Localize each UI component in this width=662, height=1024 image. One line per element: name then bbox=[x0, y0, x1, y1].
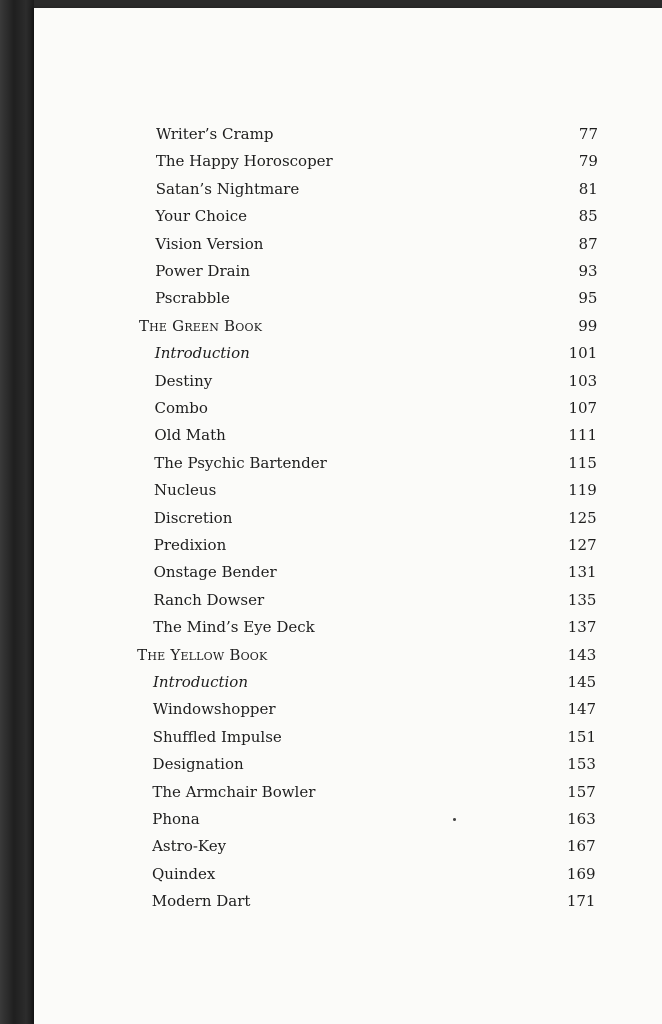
toc-row bbox=[34, 423, 662, 447]
entry-title: Ranch Dowser bbox=[153, 590, 265, 609]
entry-title: Onstage Bender bbox=[153, 563, 277, 582]
page-number: 153 bbox=[567, 755, 596, 774]
entry-title: The Armchair Bowler bbox=[152, 782, 316, 801]
entry-title: Combo bbox=[154, 399, 208, 417]
toc-row bbox=[34, 369, 662, 393]
page-number: 79 bbox=[578, 152, 598, 171]
toc-row bbox=[34, 286, 662, 310]
page-number: 103 bbox=[568, 371, 598, 390]
toc-row bbox=[34, 478, 662, 502]
entry-title: Writer’s Cramp bbox=[156, 125, 274, 143]
page-number: 135 bbox=[567, 590, 597, 609]
entry-title: Designation bbox=[152, 755, 244, 774]
toc-row bbox=[34, 834, 662, 858]
entry-title: Old Math bbox=[154, 426, 226, 445]
toc-row bbox=[34, 506, 662, 530]
entry-title: Power Drain bbox=[155, 262, 251, 280]
toc-section-row bbox=[34, 314, 662, 338]
entry-title: The Mind’s Eye Deck bbox=[153, 618, 315, 637]
entry-title: Astro-Key bbox=[152, 837, 227, 856]
toc-row bbox=[34, 232, 662, 256]
section-title: The Green Book bbox=[138, 316, 263, 335]
entry-title: Your Choice bbox=[155, 207, 248, 226]
page-number: 125 bbox=[568, 508, 597, 527]
entry-title: The Happy Horoscoper bbox=[155, 152, 333, 171]
page-number: 81 bbox=[578, 179, 598, 198]
page-number: 101 bbox=[568, 344, 598, 363]
entry-title: Pscrabble bbox=[155, 289, 230, 308]
entry-title: Introduction bbox=[153, 673, 248, 691]
scan-edge-shadow bbox=[34, 0, 662, 8]
toc-row bbox=[34, 341, 662, 365]
page-number: 137 bbox=[567, 618, 597, 637]
page-number: 163 bbox=[567, 810, 596, 828]
entry-title: The Psychic Bartender bbox=[154, 453, 327, 472]
toc-row bbox=[34, 752, 662, 776]
page-number: 131 bbox=[567, 563, 597, 582]
toc-row bbox=[34, 177, 662, 201]
page-number: 111 bbox=[568, 426, 597, 445]
page-number: 157 bbox=[567, 782, 596, 801]
toc-row bbox=[34, 889, 662, 913]
entry-title: Destiny bbox=[154, 371, 213, 390]
page-number: 171 bbox=[566, 892, 596, 911]
entry-title: Shuffled Impulse bbox=[152, 727, 282, 746]
entry-title: Nucleus bbox=[154, 481, 217, 500]
page-number: 147 bbox=[567, 700, 597, 719]
page-number: 151 bbox=[567, 727, 597, 746]
toc-row bbox=[34, 780, 662, 804]
paper-speck bbox=[453, 818, 456, 821]
page-number: 169 bbox=[566, 864, 596, 883]
entry-title: Discretion bbox=[153, 508, 233, 527]
page-number: 167 bbox=[567, 837, 596, 856]
toc-section-row bbox=[34, 643, 662, 667]
page-number: 145 bbox=[567, 673, 597, 691]
toc-row bbox=[34, 560, 662, 584]
toc-row bbox=[34, 122, 662, 146]
page-number: 143 bbox=[567, 645, 597, 664]
toc-row bbox=[34, 396, 662, 420]
entry-title: Modern Dart bbox=[151, 892, 251, 911]
page-number: 85 bbox=[578, 207, 598, 226]
section-title: The Yellow Book bbox=[137, 645, 268, 664]
page-number: 87 bbox=[578, 234, 598, 253]
toc-row bbox=[34, 725, 662, 749]
book-page bbox=[34, 8, 662, 1024]
toc-row bbox=[34, 807, 662, 831]
entry-title: Windowshopper bbox=[152, 700, 276, 719]
toc-row bbox=[34, 451, 662, 475]
entry-title: Satan’s Nightmare bbox=[155, 179, 300, 198]
entry-title: Introduction bbox=[154, 344, 250, 363]
page-number: 115 bbox=[568, 453, 597, 472]
toc-row bbox=[34, 588, 662, 612]
page-number: 99 bbox=[578, 316, 598, 335]
toc-row bbox=[34, 670, 662, 694]
page-number: 107 bbox=[568, 399, 598, 417]
entry-title: Vision Version bbox=[155, 234, 264, 253]
page-number: 77 bbox=[578, 125, 598, 143]
page-number: 127 bbox=[568, 536, 597, 554]
table-of-contents bbox=[34, 8, 662, 1024]
page-number: 93 bbox=[578, 262, 598, 280]
entry-title: Quindex bbox=[151, 864, 216, 883]
toc-row bbox=[34, 149, 662, 173]
page-number: 119 bbox=[568, 481, 597, 500]
page-number: 95 bbox=[578, 289, 598, 308]
toc-row bbox=[34, 697, 662, 721]
toc-row bbox=[34, 259, 662, 283]
toc-row bbox=[34, 615, 662, 639]
entry-title: Predixion bbox=[153, 536, 227, 554]
entry-title: Phona bbox=[152, 810, 200, 828]
toc-row bbox=[34, 533, 662, 557]
toc-row bbox=[34, 204, 662, 228]
toc-row bbox=[34, 862, 662, 886]
